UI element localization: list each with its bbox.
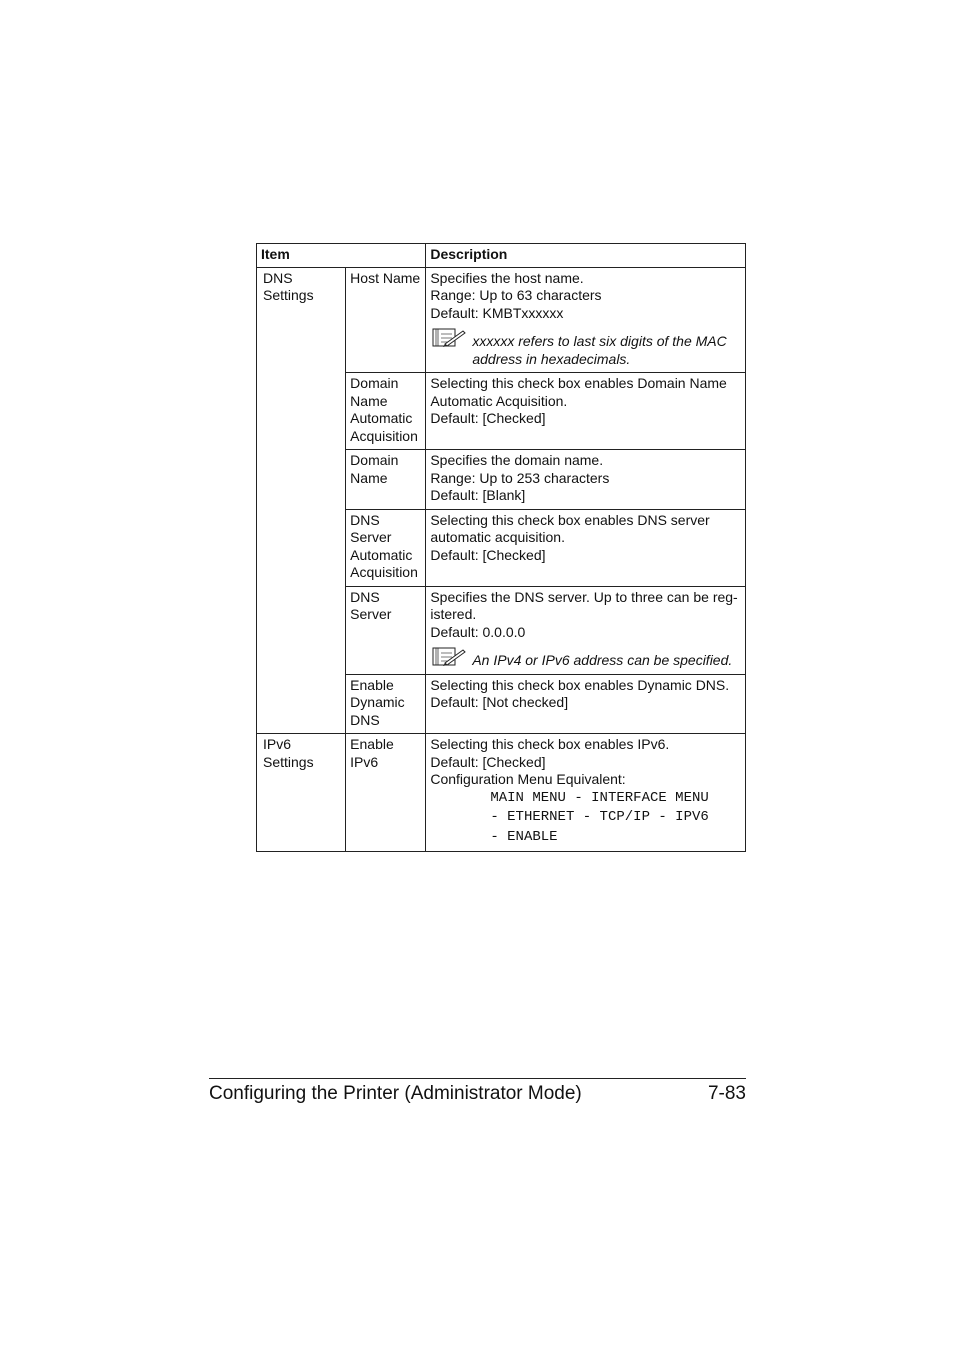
description-line: Default: [Blank] (430, 487, 526, 503)
note (430, 652, 742, 670)
header-description: Description (426, 244, 746, 268)
description-domain-name-auto (426, 373, 746, 450)
item-host-name: Host Name (346, 267, 426, 373)
description-dns-server-auto (426, 509, 746, 586)
description-line: Range: Up to 63 characters (430, 287, 602, 303)
item-enable-dynamic-dns: Enable Dynamic DNS (346, 674, 426, 734)
note-pad-pencil-icon (432, 327, 466, 349)
menu-path-code (430, 789, 742, 848)
description-line: Default: KMBTxxxxxx (430, 304, 564, 321)
group-ipv6-settings: IPv6 Settings (257, 734, 346, 852)
description-line: Default: [Checked] (430, 410, 546, 426)
note-pad-pencil-icon (432, 646, 466, 668)
item-dns-server-auto: DNS Server Automatic Acquisition (346, 509, 426, 586)
note-text: An IPv4 or IPv6 address can be specified. (472, 652, 733, 668)
settings-table (256, 243, 746, 852)
code-line: - ENABLE (490, 828, 558, 845)
code-line: MAIN MENU - INTERFACE MENU (490, 789, 709, 806)
item-domain-name-auto: Domain Name Automatic Acquisition (346, 373, 426, 450)
description-host-name (426, 267, 746, 373)
note (430, 333, 742, 368)
description-line: Range: Up to 253 characters (430, 469, 610, 486)
table-header-row (257, 244, 746, 268)
note-text: xxxxxx refers to last six digits of the MAC address in hexadecimals. (472, 333, 727, 367)
code-line: - ETHERNET - TCP/IP - IPV6 (490, 809, 709, 825)
description-line: Specifies the domain name. (430, 452, 604, 468)
description-line: Selecting this check box enables DNS server automatic acquisition. (430, 511, 710, 545)
description-line: Specifies the host name. (430, 269, 584, 286)
item-dns-server: DNS Server (346, 586, 426, 674)
footer-title: Configuring the Printer (Administrator Mode) (209, 1083, 582, 1104)
item-domain-name: Domain Name (346, 450, 426, 510)
description-line: Default: 0.0.0.0 (430, 623, 526, 640)
item-enable-ipv6: Enable IPv6 (346, 734, 426, 852)
description-line: Default: [Not checked] (430, 694, 569, 710)
description-line: Configuration Menu Equivalent: (430, 771, 626, 787)
table-row (257, 734, 746, 852)
description-line: Default: [Checked] (430, 546, 546, 563)
footer-divider (209, 1078, 746, 1079)
description-enable-ipv6 (426, 734, 746, 852)
description-line: Selecting this check box enables Dynamic DNS. (430, 676, 730, 693)
group-dns-settings: DNS Settings (257, 267, 346, 734)
description-line: Selecting this check box enables Domain Name Automatic Acquisition. (430, 375, 727, 409)
header-item: Item (257, 244, 426, 268)
description-dns-server (426, 586, 746, 674)
page-number: 7-83 (707, 1083, 746, 1104)
table-row (257, 267, 746, 373)
description-domain-name (426, 450, 746, 510)
description-enable-dynamic-dns (426, 674, 746, 734)
description-line: Default: [Checked] (430, 753, 546, 770)
description-line: Selecting this check box enables IPv6. (430, 736, 670, 752)
description-line: Specifies the DNS server. Up to three can be reg-istered. (430, 588, 738, 622)
